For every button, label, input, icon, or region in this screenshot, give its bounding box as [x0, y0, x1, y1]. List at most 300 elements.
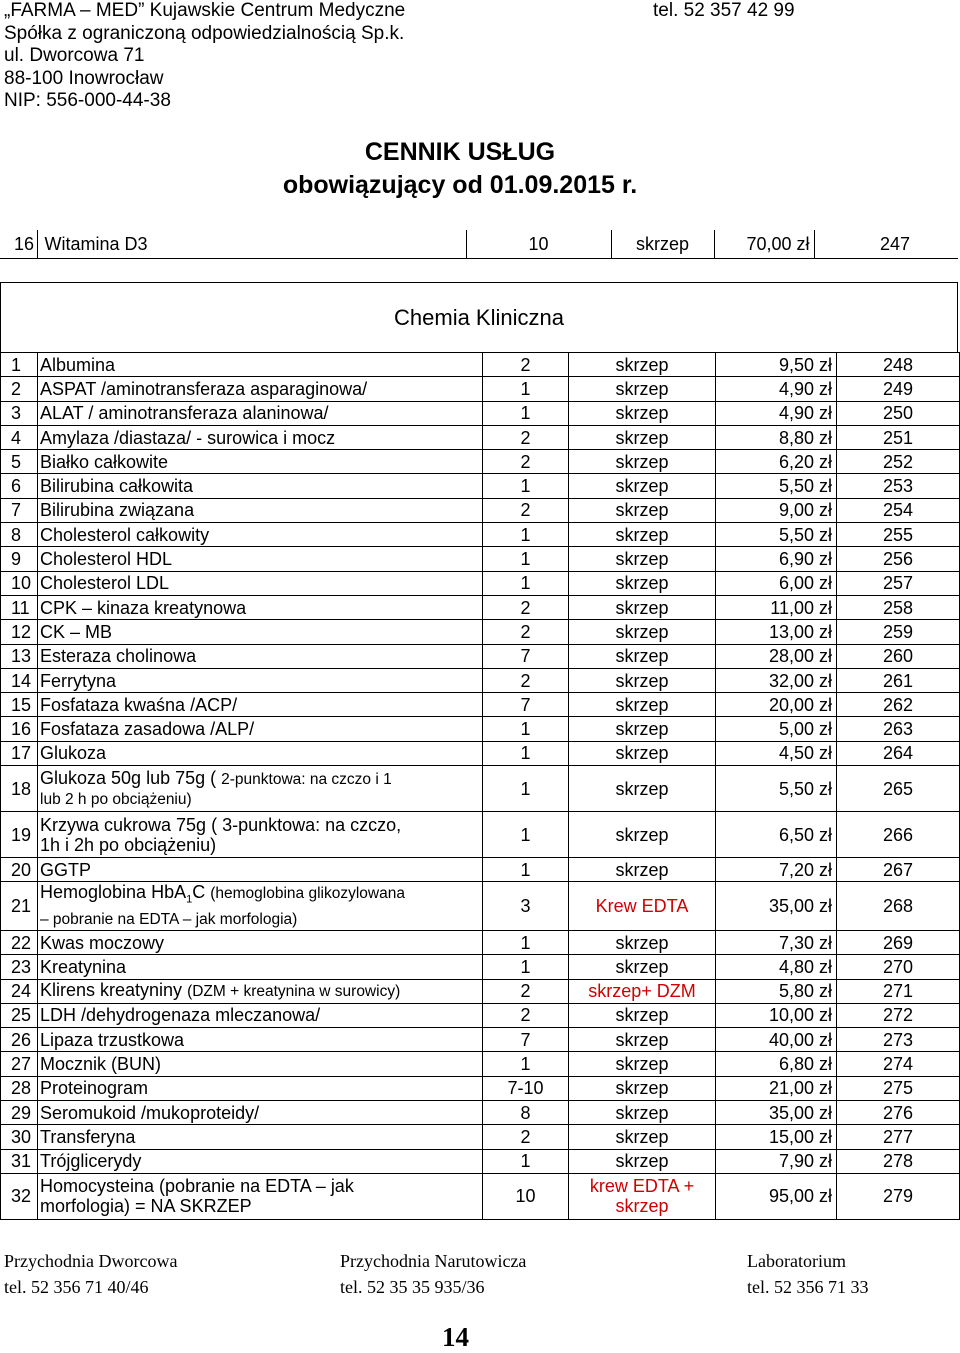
row-material: [569, 766, 716, 812]
row-number: 23: [1, 955, 38, 979]
row-qty: 1: [483, 474, 569, 498]
row-price: 5,50 zł: [716, 474, 837, 498]
row-name-text: Hemoglobina HbA: [40, 882, 187, 903]
row-code: 266: [837, 812, 960, 858]
row-code: 250: [837, 401, 960, 425]
table-row: [1, 401, 960, 425]
row-material: [569, 1125, 716, 1149]
row-code: 261: [837, 668, 960, 692]
row-code: 262: [837, 693, 960, 717]
row-number: 12: [1, 620, 38, 644]
row-name: [38, 741, 483, 765]
table-row: [1, 717, 960, 741]
row-material: [569, 930, 716, 954]
table-row: [1, 812, 960, 858]
table-row: [1, 547, 960, 571]
row-number: 21: [1, 882, 38, 931]
row-material-text: krew EDTA +: [589, 1176, 695, 1197]
row-name: [38, 644, 483, 668]
row-code: 260: [837, 644, 960, 668]
row-name-text: ASPAT /aminotransferaza asparaginowa/: [40, 378, 368, 399]
table-row: [1, 644, 960, 668]
row-name-text: Mocznik (BUN): [40, 1054, 162, 1075]
table-row: [1, 377, 960, 401]
row-material: [569, 425, 716, 449]
row-price: 10,00 zł: [716, 1003, 837, 1027]
row-qty: 7: [483, 644, 569, 668]
table-row: [1, 1076, 960, 1100]
table-row: [1, 858, 960, 882]
row-number: 16: [14, 234, 35, 254]
row-name: [38, 1173, 483, 1219]
row-name: [38, 474, 483, 498]
row-number: 31: [1, 1149, 38, 1173]
row-number: 24: [1, 979, 38, 1003]
row-name-text: Seromukoid /mukoproteidy/: [40, 1102, 260, 1123]
row-name: [38, 930, 483, 954]
row-name-note: 2-punktowa: na czczo i 1: [221, 770, 392, 788]
row-code: 277: [837, 1125, 960, 1149]
row-price: 6,20 zł: [716, 450, 837, 474]
row-name-line2: lub 2 h po obciążeniu): [40, 790, 192, 808]
row-name: [38, 979, 483, 1003]
footer-name: Laboratorium: [747, 1251, 846, 1271]
row-number: 18: [1, 766, 38, 812]
row-material: [569, 474, 716, 498]
row-price: 21,00 zł: [716, 1076, 837, 1100]
row-number: 30: [1, 1125, 38, 1149]
row-name-text: Albumina: [40, 354, 116, 375]
row-qty: 1: [483, 741, 569, 765]
row-code: 256: [837, 547, 960, 571]
row-material-text: skrzep: [615, 573, 669, 594]
row-material-text: skrzep: [615, 1151, 669, 1172]
row-name-text: Amylaza /diastaza/ - surowica i mocz: [40, 427, 336, 448]
row-number: 9: [1, 547, 38, 571]
row-number: 11: [1, 595, 38, 619]
row-qty: 1: [483, 523, 569, 547]
footer-phone: tel. 52 35 35 935/36: [340, 1277, 485, 1297]
row-name-text: Transferyna: [40, 1126, 136, 1147]
row-qty: 8: [483, 1101, 569, 1125]
row-material-text: skrzep: [615, 694, 669, 715]
row-material: [569, 1101, 716, 1125]
table-row: [1, 1003, 960, 1027]
row-number: 4: [1, 425, 38, 449]
row-name-note: (hemoglobina glikozylowana: [210, 885, 405, 903]
company-street: ul. Dworcowa 71: [4, 45, 145, 67]
row-qty: 1: [483, 717, 569, 741]
row-material-text: skrzep: [615, 597, 669, 618]
row-qty: 10: [466, 230, 611, 259]
row-name: [38, 547, 483, 571]
row-material-text: skrzep: [615, 670, 669, 691]
row-number: 32: [1, 1173, 38, 1219]
row-material-text: skrzep: [615, 646, 669, 667]
row-price: 8,80 zł: [716, 425, 837, 449]
row-number: 6: [1, 474, 38, 498]
row-material: [569, 353, 716, 377]
row-qty: 7: [483, 693, 569, 717]
row-price: 40,00 zł: [716, 1028, 837, 1052]
company-name: „FARMA – MED” Kujawskie Centrum Medyczne: [4, 0, 406, 21]
row-code: 269: [837, 930, 960, 954]
row-material: [569, 547, 716, 571]
row-material: [569, 450, 716, 474]
row-name: [38, 1028, 483, 1052]
row-name-text: Ferrytyna: [40, 670, 117, 691]
table-row: [1, 741, 960, 765]
row-name-text: Krzywa cukrowa 75g ( 3-punktowa: na czczo,: [40, 814, 402, 835]
row-material: [569, 1052, 716, 1076]
row-number: 22: [1, 930, 38, 954]
price-table: [0, 352, 960, 1220]
row-qty: 2: [483, 353, 569, 377]
row-name-subscript: 1: [186, 893, 193, 906]
row-code: 258: [837, 595, 960, 619]
row-name-text: Klirens kreatyniny: [40, 980, 188, 1001]
row-material-text: skrzep: [615, 719, 669, 740]
table-row: [1, 595, 960, 619]
table-row: [1, 882, 960, 931]
row-number: 8: [1, 523, 38, 547]
row-price: 7,30 zł: [716, 930, 837, 954]
row-price: 9,50 zł: [716, 353, 837, 377]
row-qty: 7-10: [483, 1076, 569, 1100]
table-row: [1, 498, 960, 522]
row-name-line2: 1h i 2h po obciążeniu): [40, 834, 217, 855]
row-number: 20: [1, 858, 38, 882]
row-qty: 1: [483, 571, 569, 595]
row-number: 27: [1, 1052, 38, 1076]
row-price: 70,00 zł: [714, 230, 814, 259]
row-code: 254: [837, 498, 960, 522]
row-number: 26: [1, 1028, 38, 1052]
row-price: 13,00 zł: [716, 620, 837, 644]
row-qty: 1: [483, 547, 569, 571]
table-row: [1, 450, 960, 474]
table-row: [1, 979, 960, 1003]
table-row: [1, 1125, 960, 1149]
table-row: [1, 668, 960, 692]
row-material: [569, 1076, 716, 1100]
row-material: [569, 882, 716, 931]
row-material: [569, 498, 716, 522]
row-code: 272: [837, 1003, 960, 1027]
company-legal-form: Spółka z ograniczoną odpowiedzialnością Sp.k.: [4, 22, 405, 44]
row-code: 259: [837, 620, 960, 644]
row-material: [569, 741, 716, 765]
row-name: [38, 1076, 483, 1100]
row-qty: 1: [483, 766, 569, 812]
table-row: [1, 523, 960, 547]
row-material: [569, 668, 716, 692]
row-name-note: (DZM + kreatynina w surowicy): [187, 983, 401, 1001]
row-number: 13: [1, 644, 38, 668]
row-code: 257: [837, 571, 960, 595]
row-name-text: Kreatynina: [40, 956, 127, 977]
row-code: 255: [837, 523, 960, 547]
row-name: [38, 1101, 483, 1125]
row-qty: 1: [483, 858, 569, 882]
row-price: 6,50 zł: [716, 812, 837, 858]
table-row: [1, 620, 960, 644]
row-qty: 2: [483, 979, 569, 1003]
section-title: Chemia Kliniczna: [394, 305, 564, 330]
footer-phone: tel. 52 356 71 33: [747, 1277, 869, 1297]
page-title: CENNIK USŁUG: [364, 138, 556, 166]
row-price: 7,90 zł: [716, 1149, 837, 1173]
row-name: [38, 1125, 483, 1149]
row-name-text: Fosfataza kwaśna /ACP/: [40, 694, 238, 715]
page-number: 14: [442, 1322, 469, 1352]
row-code: 275: [837, 1076, 960, 1100]
row-qty: 1: [483, 955, 569, 979]
row-material: [569, 1003, 716, 1027]
row-code: 264: [837, 741, 960, 765]
row-name: [38, 620, 483, 644]
table-row: [1, 425, 960, 449]
row-number: 29: [1, 1101, 38, 1125]
table-row: [1, 353, 960, 377]
row-name: [38, 858, 483, 882]
table-row: [1, 766, 960, 812]
row-code: 276: [837, 1101, 960, 1125]
company-header: [4, 0, 405, 113]
row-name-text: Glukoza: [40, 743, 107, 764]
row-number: 7: [1, 498, 38, 522]
table-row: [1, 1173, 960, 1219]
row-name: [38, 955, 483, 979]
row-name-line2: – pobranie na EDTA – jak morfologia): [40, 910, 298, 928]
row-price: 20,00 zł: [716, 693, 837, 717]
row-name-text: ALAT / aminotransferaza alaninowa/: [40, 403, 329, 424]
row-material: [569, 1149, 716, 1173]
row-code: 279: [837, 1173, 960, 1219]
row-name-text: Proteinogram: [40, 1078, 149, 1099]
row-price: 5,80 zł: [716, 979, 837, 1003]
row-name: [38, 571, 483, 595]
row-material-text: skrzep: [615, 1054, 669, 1075]
row-name-after: C: [192, 882, 211, 903]
footer-laboratory: [747, 1248, 869, 1300]
footer-clinic-dworcowa: [4, 1248, 177, 1300]
row-name: [38, 450, 483, 474]
row-material-line2: skrzep: [615, 1196, 669, 1217]
row-material: [569, 812, 716, 858]
row-material-text: skrzep: [615, 549, 669, 570]
row-material-text: skrzep: [615, 956, 669, 977]
row-name: [38, 717, 483, 741]
table-row: [1, 571, 960, 595]
row-name: [38, 401, 483, 425]
row-price: 28,00 zł: [716, 644, 837, 668]
row-material-text: skrzep: [615, 743, 669, 764]
row-material: [569, 571, 716, 595]
row-name-text: CK – MB: [40, 621, 113, 642]
row-material-text: skrzep: [615, 476, 669, 497]
row-name-text: Kwas moczowy: [40, 932, 165, 953]
row-qty: 2: [483, 595, 569, 619]
row-name: [38, 498, 483, 522]
row-material-text: skrzep: [615, 1029, 669, 1050]
row-material-text: skrzep: [615, 932, 669, 953]
row-material: [569, 955, 716, 979]
row-number: 25: [1, 1003, 38, 1027]
row-code: 249: [837, 377, 960, 401]
table-row: [1, 1052, 960, 1076]
row-material-text: skrzep: [615, 427, 669, 448]
row-name-text: LDH /dehydrogenaza mleczanowa/: [40, 1005, 321, 1026]
row-material-text: skrzep: [615, 354, 669, 375]
row-material: [569, 1028, 716, 1052]
row-material-text: skrzep: [615, 1078, 669, 1099]
row-name-text: Esteraza cholinowa: [40, 646, 197, 667]
row-qty: 2: [483, 425, 569, 449]
row-name: [38, 693, 483, 717]
row-material-text: Krew EDTA: [595, 896, 689, 917]
row-material-text: skrzep: [615, 451, 669, 472]
row-material-text: skrzep: [615, 859, 669, 880]
row-name-text: Bilirubina związana: [40, 500, 195, 521]
table-row: [1, 693, 960, 717]
row-qty: 2: [483, 620, 569, 644]
row-name-text: GGTP: [40, 859, 92, 880]
row-material: [569, 377, 716, 401]
row-material: skrzep: [611, 230, 714, 259]
row-price: 32,00 zł: [716, 668, 837, 692]
row-material-text: skrzep: [615, 621, 669, 642]
row-qty: 2: [483, 498, 569, 522]
table-row: [1, 1028, 960, 1052]
row-code: 278: [837, 1149, 960, 1173]
row-material-text: skrzep: [615, 1005, 669, 1026]
row-code: 268: [837, 882, 960, 931]
row-qty: 2: [483, 668, 569, 692]
row-code: 265: [837, 766, 960, 812]
row-price: 95,00 zł: [716, 1173, 837, 1219]
row-price: 9,00 zł: [716, 498, 837, 522]
row-number: 10: [1, 571, 38, 595]
row-name-text: Homocysteina (pobranie na EDTA – jak: [40, 1176, 354, 1197]
row-price: 7,20 zł: [716, 858, 837, 882]
row-code: 270: [837, 955, 960, 979]
row-name: Witamina D3: [37, 230, 466, 259]
row-name-text: Fosfataza zasadowa /ALP/: [40, 719, 255, 740]
row-number: 3: [1, 401, 38, 425]
row-name-text: Białko całkowite: [40, 451, 169, 472]
row-material: [569, 401, 716, 425]
row-name-text: Cholesterol HDL: [40, 549, 173, 570]
row-price: 5,50 zł: [716, 523, 837, 547]
row-name: [38, 1052, 483, 1076]
row-name-line2: morfologia) = NA SKRZEP: [40, 1196, 252, 1217]
row-number: 19: [1, 812, 38, 858]
company-nip: NIP: 556-000-44-38: [4, 90, 171, 112]
row-qty: 7: [483, 1028, 569, 1052]
row-material: [569, 693, 716, 717]
row-qty: 1: [483, 377, 569, 401]
row-name: [38, 377, 483, 401]
row-name-text: Cholesterol całkowity: [40, 524, 210, 545]
row-qty: 1: [483, 930, 569, 954]
row-material: [569, 523, 716, 547]
row-name: [38, 523, 483, 547]
row-price: 11,00 zł: [716, 595, 837, 619]
row-name: [38, 595, 483, 619]
row-qty: 1: [483, 1149, 569, 1173]
row-price: 35,00 zł: [716, 882, 837, 931]
row-code: 263: [837, 717, 960, 741]
row-name: [38, 425, 483, 449]
row-price: 4,90 zł: [716, 401, 837, 425]
row-name: [38, 1149, 483, 1173]
row-name-text: Cholesterol LDL: [40, 573, 170, 594]
row-name-text: Trójglicerydy: [40, 1151, 142, 1172]
row-material-text: skrzep: [615, 778, 669, 799]
row-price: 5,50 zł: [716, 766, 837, 812]
table-row: [1, 474, 960, 498]
row-price: 6,80 zł: [716, 1052, 837, 1076]
row-code: 247: [814, 230, 958, 259]
table-row: [1, 1149, 960, 1173]
row-code: 274: [837, 1052, 960, 1076]
row-name: [38, 668, 483, 692]
row-price: 4,50 zł: [716, 741, 837, 765]
row-number: 28: [1, 1076, 38, 1100]
row-qty: 3: [483, 882, 569, 931]
row-material-text: skrzep: [615, 500, 669, 521]
row-code: 252: [837, 450, 960, 474]
row-material-text: skrzep+ DZM: [588, 981, 696, 1002]
row-number: 17: [1, 741, 38, 765]
row-name: [38, 1003, 483, 1027]
page-subtitle: obowiązujący od 01.09.2015 r.: [282, 171, 638, 199]
row-name: [38, 882, 483, 931]
row-number: 2: [1, 377, 38, 401]
company-phone: tel. 52 357 42 99: [653, 0, 795, 21]
row-material: [569, 1173, 716, 1219]
row-material: [569, 620, 716, 644]
company-city: 88-100 Inowrocław: [4, 67, 164, 89]
row-name-text: Lipaza trzustkowa: [40, 1029, 185, 1050]
row-price: 6,00 zł: [716, 571, 837, 595]
row-qty: 1: [483, 401, 569, 425]
row-qty: 1: [483, 1052, 569, 1076]
row-material: [569, 595, 716, 619]
row-price: 6,90 zł: [716, 547, 837, 571]
row-number: 16: [1, 717, 38, 741]
row-material-text: skrzep: [615, 824, 669, 845]
row-code: 267: [837, 858, 960, 882]
row-name-text: CPK – kinaza kreatynowa: [40, 597, 247, 618]
row-number: 15: [1, 693, 38, 717]
table-row: [1, 1101, 960, 1125]
row-name: [38, 766, 483, 812]
row-qty: 1: [483, 812, 569, 858]
row-material-text: skrzep: [615, 403, 669, 424]
row-price: 5,00 zł: [716, 717, 837, 741]
table-row: [0, 230, 958, 259]
footer-clinic-narutowicza: [340, 1248, 526, 1300]
row-code: 273: [837, 1028, 960, 1052]
row-code: 271: [837, 979, 960, 1003]
row-material-text: skrzep: [615, 1102, 669, 1123]
row-name-text: Bilirubina całkowita: [40, 476, 194, 497]
previous-section-last-row: [0, 230, 958, 259]
footer-phone: tel. 52 356 71 40/46: [4, 1277, 149, 1297]
row-code: 251: [837, 425, 960, 449]
